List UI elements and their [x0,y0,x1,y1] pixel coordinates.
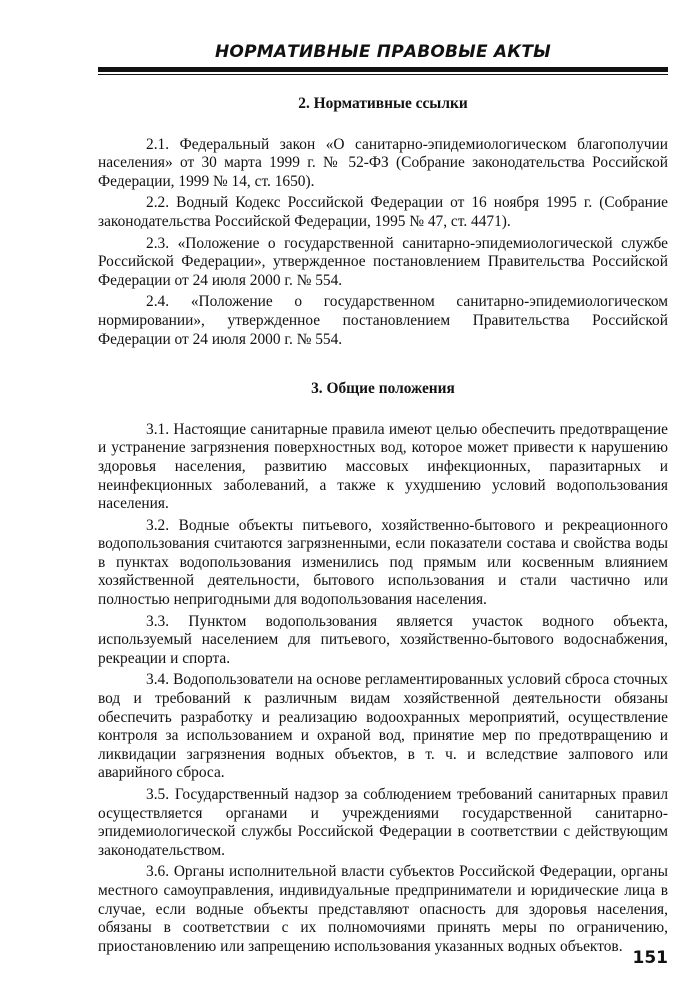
paragraph-number: 2.3. [146,234,170,252]
paragraph [98,786,668,860]
paragraph-number: 2.1. [146,135,170,153]
paragraph [98,671,668,783]
paragraph-number: 3.1. [146,420,170,438]
header-rule-thin [98,74,668,75]
paragraph-number: 2.4. [146,293,170,311]
paragraph [98,863,668,956]
paragraph [98,235,668,291]
paragraph [98,517,668,610]
paragraph-number: 3.3. [146,612,170,630]
document-body [98,95,668,959]
paragraph-number: 3.2. [146,516,170,534]
section-title: 2. Нормативные ссылки [298,95,468,112]
paragraph-text: Пунктом водопользования является участок водного объекта, используемый населением для питьевого, хозяйственно-бытового водоснабжения, рекреации и спорта. [98,612,668,667]
paragraph-text: Федеральный закон «О санитарно-эпидемиологическом благополучии населения» от 30 марта 1999 г. № 52-ФЗ (Собрание законодательства Российской Федерации, 1999 № 14, ст. 1650). [98,135,668,190]
paragraph [98,421,668,514]
paragraph-text: Органы исполнительной власти субъектов Российской Федерации, органы местного самоуправления, индивидуальные предприниматели и юридические лица в случае, если водные объекты представляют опасность для здоровья населения, обязаны в соответствии с их полномочиями принять меры по ограничению, приостановлению или запрещению использования указанных водных объектов. [98,863,668,955]
paragraph-number: 2.2. [146,194,170,212]
paragraph-text: Водный Кодекс Российской Федерации от 16 ноября 1995 г. (Собрание законодательства Российской Федерации, 1995 № 47, ст. 4471). [98,194,668,230]
paragraph-text: «Положение о государственной санитарно-эпидемиологической службе Российской Федерации», утвержденное постановлением Правительства Российской Федерации от 24 июля 2000 г. № 554. [98,234,668,289]
paragraph [98,136,668,192]
paragraph [98,293,668,349]
running-header: НОРМАТИВНЫЕ ПРАВОВЫЕ АКТЫ [215,42,551,62]
paragraph-text: «Положение о государственном санитарно-эпидемиологическом нормировании», утвержденное постановлением Правительства Российской Федерации от 24 июля 2000 г. № 554. [98,293,668,348]
header-rule-thick [98,67,668,72]
paragraph-text: Настоящие санитарные правила имеют целью обеспечить предотвращение и устранение загрязнения поверхностных вод, которое может привести к нарушению здоровья населения, развитию массовых инфекционных, паразитарных и неинфекционных заболеваний, а также к ухудшению условий водопользования населения. [98,420,668,513]
paragraph [98,194,668,231]
paragraph-number: 3.4. [146,671,170,689]
paragraph-number: 3.5. [146,786,170,803]
section-title: 3. Общие положения [311,380,455,398]
paragraph-text: Водопользователи на основе регламентированных условий сброса сточных вод и требований к различным видам хозяйственной деятельности обязаны обеспечить разработку и реализацию водоохранных мероприятий, осуществление контроля за использованием и охраной вод, принятие мер по предотвращению и ликвидации загрязнения водных объектов, в т. ч. и вследствие залпового или аварийного сброса. [98,671,668,782]
page-number: 151 [632,948,668,968]
paragraph-number: 3.6. [146,863,170,881]
paragraph-text: Водные объекты питьевого, хозяйственно-бытового и рекреационного водопользования считаются загрязненными, если показатели состава и свойства воды в пунктах водопользования изменились под прямым или косвенным влиянием хозяйственной деятельности, бытового использования и стали частично или полностью непригодными для водопользования населения. [98,516,668,609]
paragraph [98,613,668,669]
paragraph-text: Государственный надзор за соблюдением требований санитарных правил осуществляется органами и учреждениями государственной санитарно-эпидемиологической службы Российской Федерации в соответствии с действующим законодательством. [98,786,668,859]
